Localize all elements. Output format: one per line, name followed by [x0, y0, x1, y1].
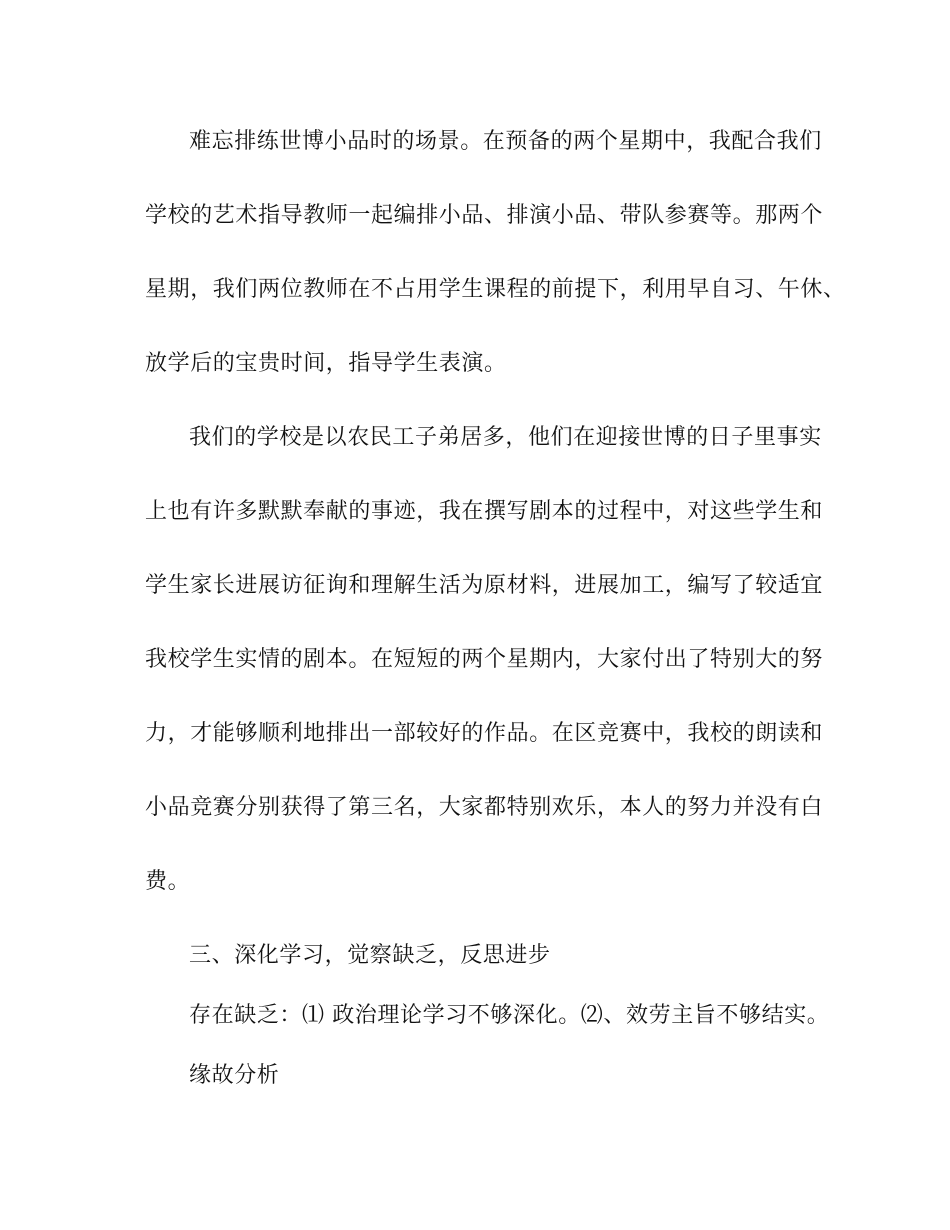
paragraph-line: 小品竞赛分别获得了第三名，大家都特别欢乐，本人的努力并没有白 [145, 795, 824, 820]
section-heading: 三、深化学习，觉察缺乏，反思进步 [189, 943, 551, 968]
paragraph-line: 学生家长进展访征询和理解生活为原材料，进展加工，编写了较适宜 [145, 573, 824, 598]
paragraph-line: 放学后的宝贵时间，指导学生表演。 [145, 351, 507, 376]
paragraph-line: 费。 [145, 869, 191, 894]
paragraph-line: 我们的学校是以农民工子弟居多，他们在迎接世博的日子里事实 [189, 425, 822, 450]
paragraph-line: 存在缺乏：⑴ 政治理论学习不够深化。⑵、效劳主旨不够结实。 [189, 1003, 830, 1028]
paragraph-line: 我校学生实情的剧本。在短短的两个星期内，大家付出了特别大的努 [145, 647, 824, 672]
paragraph-line: 星期，我们两位教师在不占用学生课程的前提下，利用早自习、午休、 [145, 277, 846, 302]
paragraph-line: 力，才能够顺利地排出一部较好的作品。在区竞赛中，我校的朗读和 [145, 721, 824, 746]
paragraph-line: 上也有许多默默奉献的事迹，我在撰写剧本的过程中，对这些学生和 [145, 499, 824, 524]
paragraph-line: 学校的艺术指导教师一起编排小品、排演小品、带队参赛等。那两个 [145, 203, 824, 228]
subheading: 缘故分析 [189, 1063, 280, 1088]
paragraph-line: 难忘排练世博小品时的场景。在预备的两个星期中，我配合我们 [189, 129, 822, 154]
